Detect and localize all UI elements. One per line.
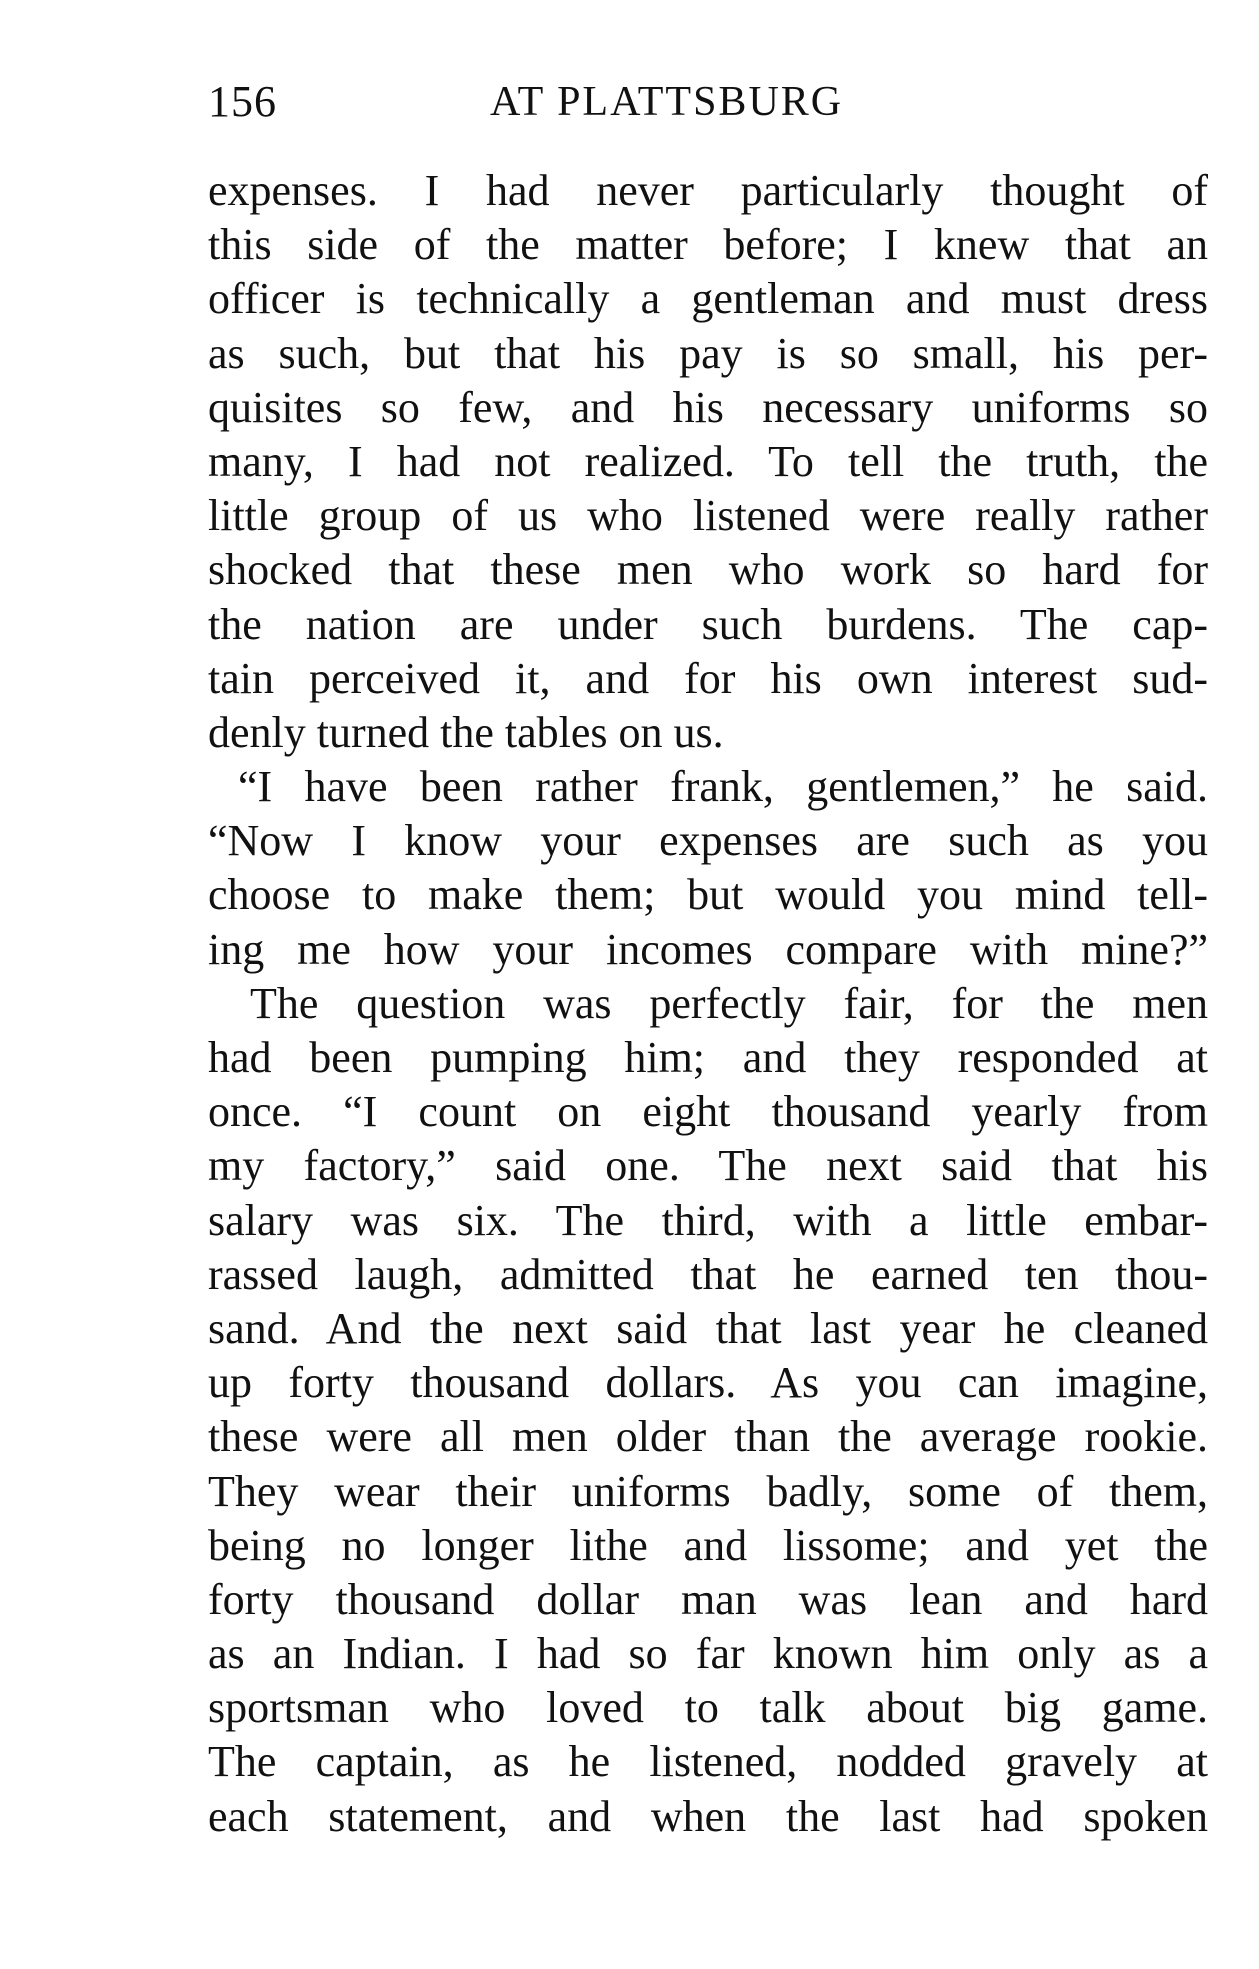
text-line: forty thousand dollar man was lean and hard	[208, 1574, 1208, 1624]
text-line: sand. And the next said that last year he cleaned	[208, 1303, 1208, 1353]
text-line: tain perceived it, and for his own interest sud-	[208, 653, 1208, 703]
text-line: They wear their uniforms badly, some of them,	[208, 1466, 1208, 1516]
text-line: denly turned the tables on us.	[208, 707, 724, 757]
text-line: sportsman who loved to talk about big game.	[208, 1683, 1208, 1733]
text-line: ing me how your incomes compare with mine?”	[208, 924, 1208, 974]
text-line: being no longer lithe and lissome; and yet the	[208, 1520, 1208, 1570]
text-line: rassed laugh, admitted that he earned ten thou-	[208, 1249, 1208, 1299]
text-line: as an Indian. I had so far known him only as a	[208, 1629, 1208, 1679]
text-line: little group of us who listened were really rather	[208, 491, 1208, 541]
text-line: each statement, and when the last had spoken	[208, 1791, 1208, 1841]
text-line: this side of the matter before; I knew that an	[208, 220, 1208, 270]
text-line: “Now I know your expenses are such as you	[208, 816, 1208, 866]
text-line: quisites so few, and his necessary uniforms so	[208, 382, 1208, 432]
text-line: choose to make them; but would you mind tell-	[208, 870, 1208, 920]
text-line: many, I had not realized. To tell the truth, the	[208, 436, 1208, 486]
running-title: AT PLATTSBURG	[490, 79, 844, 125]
text-line: had been pumping him; and they responded at	[208, 1033, 1208, 1082]
text-line: The question was perfectly fair, for the men	[250, 978, 1208, 1028]
page-number: 156	[208, 77, 277, 126]
text-line: “I have been rather frank, gentlemen,” he said.	[238, 762, 1208, 812]
text-line: as such, but that his pay is so small, his per-	[208, 328, 1208, 378]
text-line: up forty thousand dollars. As you can imagine,	[208, 1358, 1208, 1408]
text-line: the nation are under such burdens. The cap-	[208, 599, 1208, 649]
text-line: these were all men older than the average rookie.	[208, 1412, 1208, 1462]
text-line: salary was six. The third, with a little embar-	[208, 1195, 1208, 1245]
running-head	[208, 72, 1208, 132]
text-line: my factory,” said one. The next said that his	[208, 1141, 1208, 1191]
text-line: once. “I count on eight thousand yearly from	[208, 1087, 1208, 1137]
text-line: shocked that these men who work so hard for	[208, 545, 1208, 595]
text-line: officer is technically a gentleman and must dress	[208, 274, 1208, 324]
text-line: The captain, as he listened, nodded gravely at	[208, 1737, 1208, 1787]
body-text	[208, 164, 1208, 1844]
text-line: expenses. I had never particularly thought of	[208, 166, 1208, 215]
